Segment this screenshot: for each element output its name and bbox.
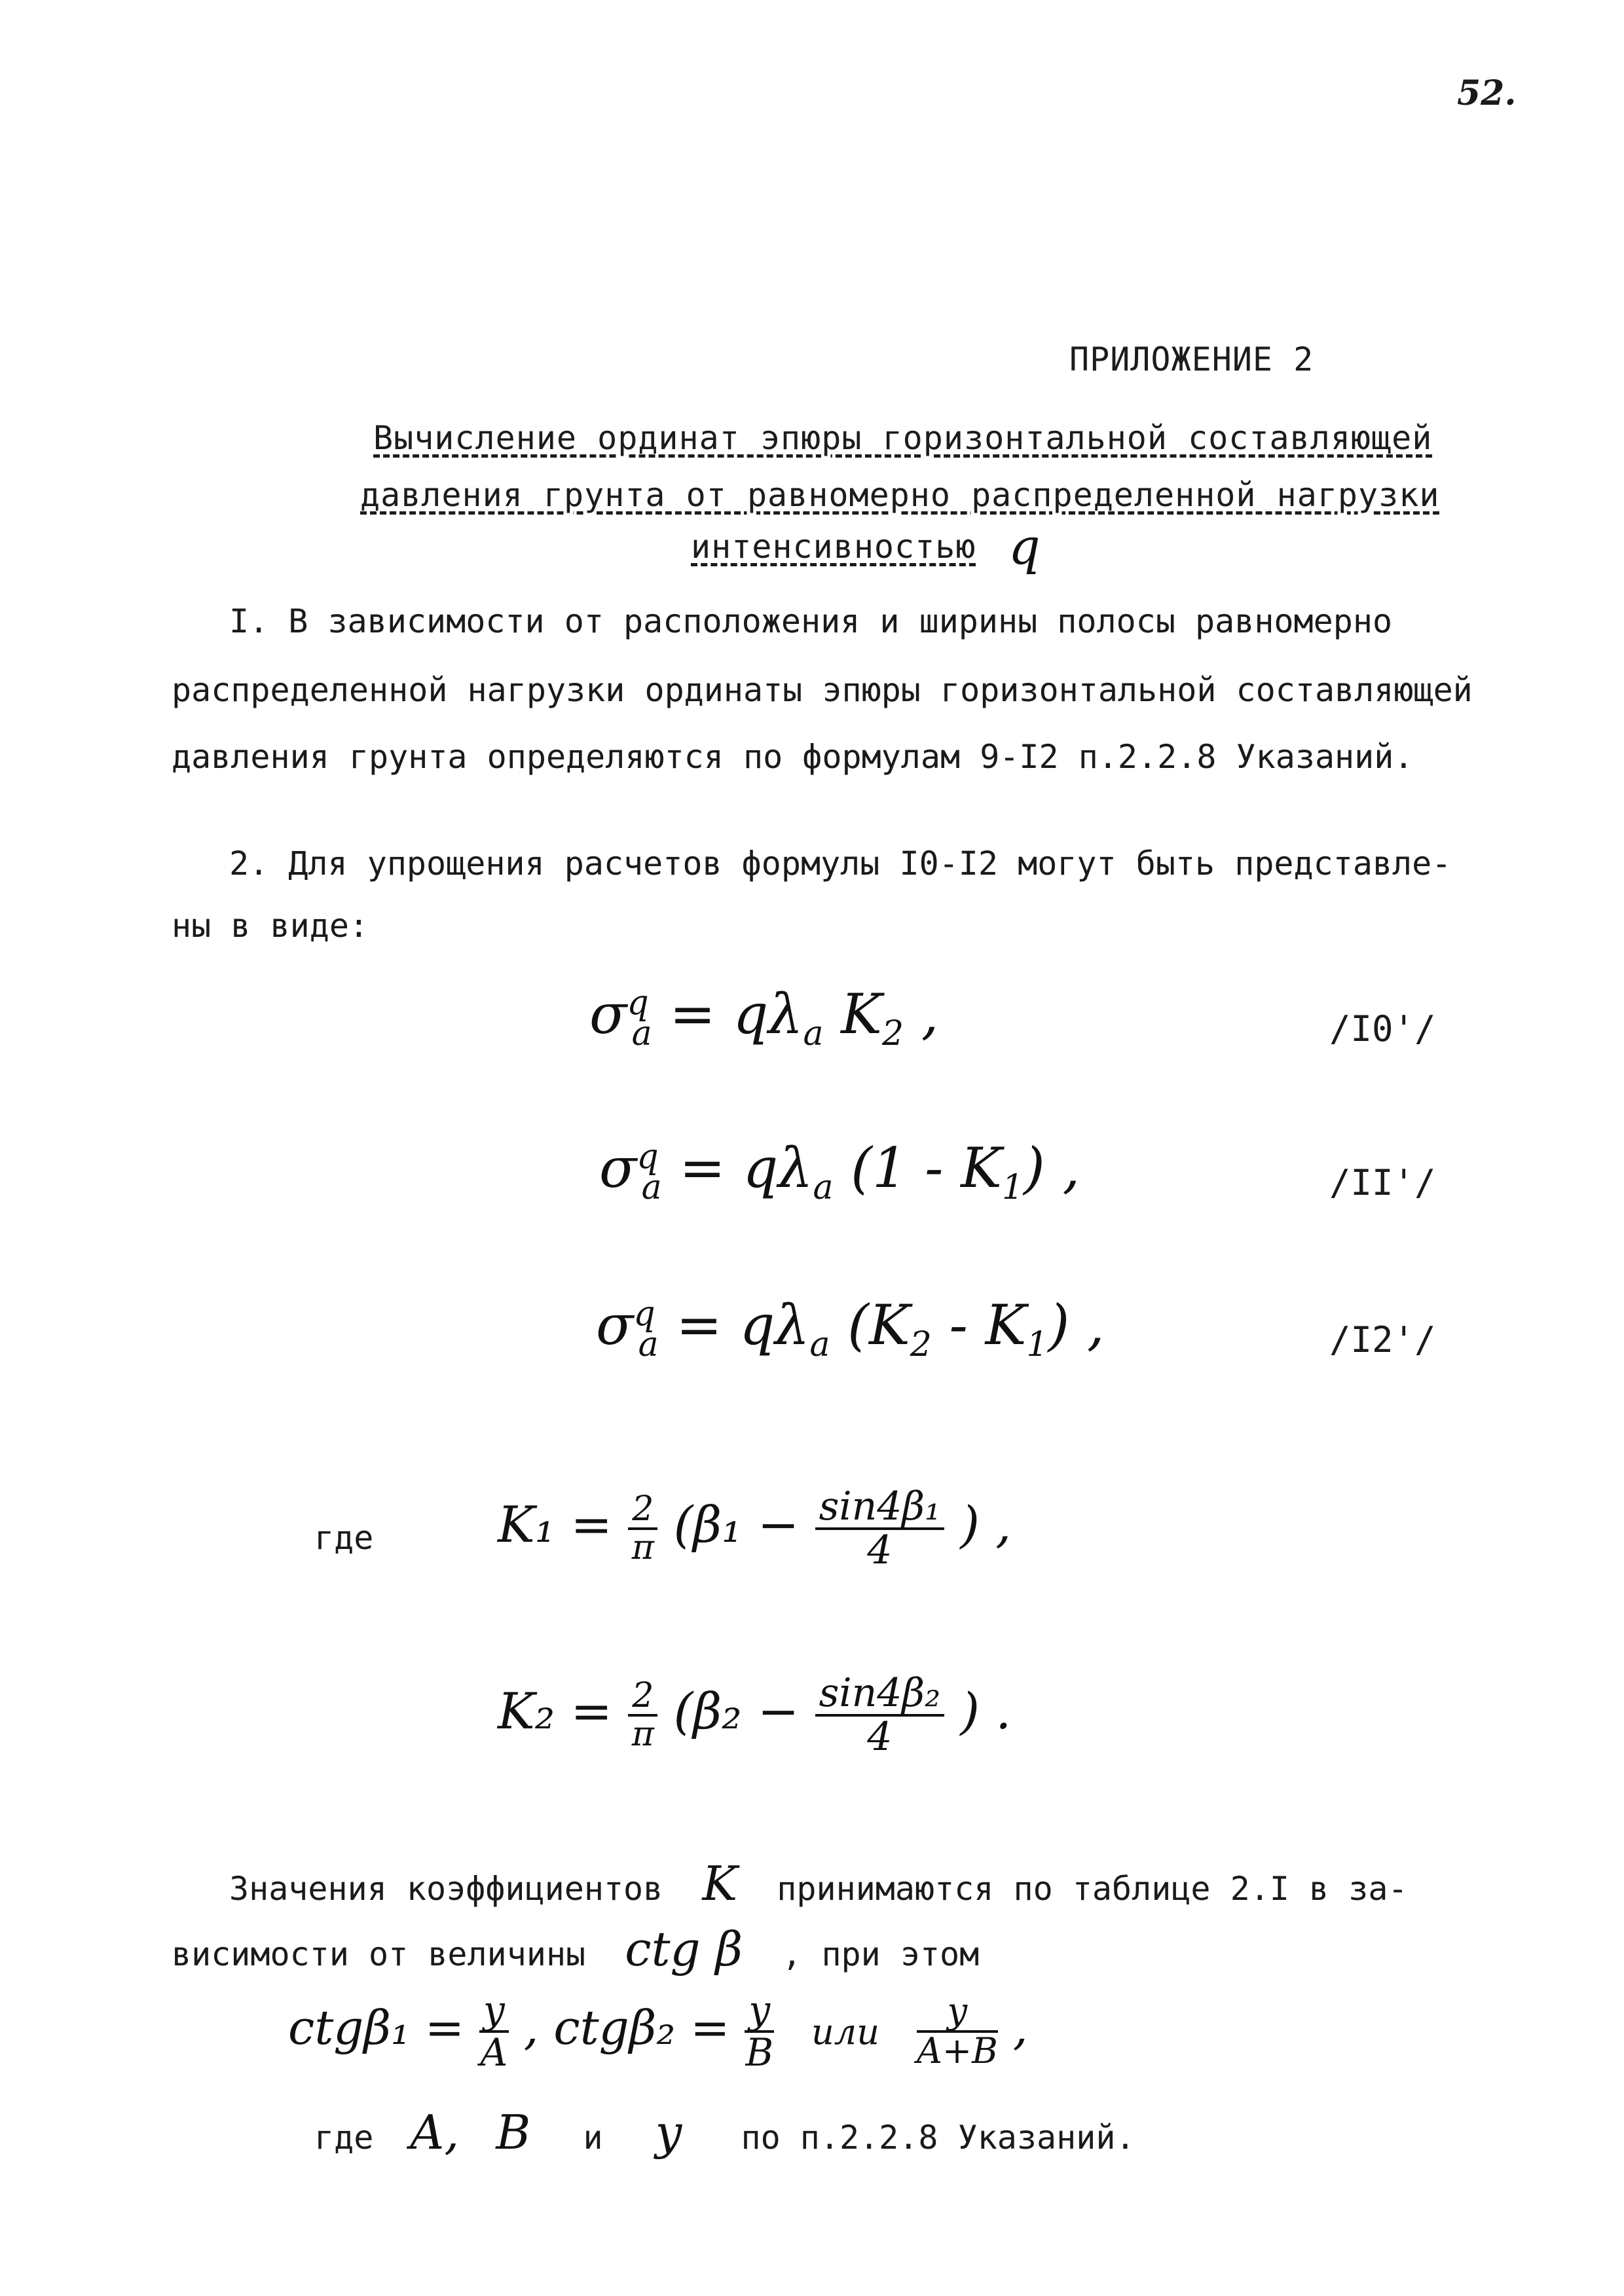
final-a-symbol: A, (410, 2105, 460, 2160)
ctg-beta2-den: B (745, 2030, 774, 2075)
appendix-title: ПРИЛОЖЕНИЕ 2 (1069, 340, 1314, 378)
k1-definition: K₁ = $\frac{2}{\pi}$ (β₁ − $\frac{\text{sin4β₁}}{4}$ ) , (498, 1484, 1012, 1573)
ctg-formulas: ctgβ₁ = $\frac{y}{A}$ , ctgβ₂ = $\frac{y}{B}$ или $\frac{y}{A+B}$ , (288, 1988, 1028, 2075)
k2-beta: β₂ (693, 1682, 742, 1740)
k2-trail: . (995, 1682, 1012, 1740)
coef-k-symbol: K (702, 1856, 738, 1911)
final-and: и (583, 2119, 603, 2157)
heading-line-3: интенсивностью (691, 528, 976, 566)
equation-label-10: /I0'/ (1329, 1008, 1436, 1049)
ctg-beta1-fraction (479, 1990, 509, 2073)
k1-coef-fraction: $\frac{2}{\pi}$ (628, 1491, 657, 1565)
k2-lhs: K₂ (498, 1682, 555, 1740)
equation-12-prime: $\sigma^q_a = q\lambda_a$ $(K_2 - K_1)$ , (596, 1293, 1105, 1364)
ctg-beta-symbol: ctg β (625, 1922, 743, 1977)
heading-line-1: Вычисление ординат эпюры горизонтальной составляющей (373, 419, 1433, 457)
k1-sin-denominator: 4 (867, 1527, 893, 1573)
equation-label-11: /II'/ (1329, 1162, 1436, 1203)
final-y-symbol: y (655, 2105, 682, 2160)
k1-sin-numerator: sin4β₁ (815, 1486, 945, 1530)
final-b-symbol: B (496, 2105, 531, 2160)
page-number: 52. (1457, 73, 1517, 113)
final-line (314, 2105, 1135, 2160)
coef-text-line2-part1: висимости от величины (172, 1935, 586, 1973)
ctg-beta2-lhs: ctgβ₂ = (553, 1999, 730, 2055)
paragraph-1-line-1: I. В зависимости от расположения и ширины полосы равномерно (229, 602, 1393, 640)
coef-text-line2-part2: , при этом (782, 1935, 980, 1973)
coef-text-line-1 (229, 1856, 1408, 1911)
coef-text-part2: принимаются по таблице 2.I в за- (777, 1870, 1408, 1908)
final-ref: по п.2.2.8 Указаний. (741, 2119, 1135, 2157)
k1-lhs: K₁ (498, 1495, 555, 1554)
equation-label-12: /I2'/ (1329, 1319, 1436, 1360)
ctg-third-fraction (916, 1990, 998, 2071)
k2-coef-fraction: $\frac{2}{\pi}$ (628, 1678, 657, 1752)
ctg-beta1-lhs: ctgβ₁ = (288, 1999, 465, 2055)
paragraph-2-line-1: 2. Для упрощения расчетов формулы I0-I2 могут быть представле- (229, 845, 1452, 883)
k1-sin-fraction (815, 1486, 945, 1571)
heading-q-symbol: q (1008, 517, 1041, 575)
where-label: где (314, 1519, 374, 1557)
ctg-beta1-num: y (479, 1990, 509, 2033)
k2-sin-numerator: sin4β₂ (815, 1673, 945, 1717)
k1-beta: β₁ (693, 1495, 742, 1554)
k2-sin-fraction (815, 1670, 945, 1760)
ctg-third-num: y (917, 1993, 998, 2033)
ctg-beta2-num: y (745, 1990, 774, 2033)
equation-10-prime: $\sigma^q_a = q\lambda_a$ $K_2$ , (589, 982, 939, 1053)
k2-definition: K₂ = $\frac{2}{\pi}$ (β₂ − $\frac{\text{sin4β₂}}{4}$ ) . (498, 1670, 1012, 1760)
paragraph-1-line-3: давления грунта определяются по формулам 9-I2 п.2.2.8 Указаний. (172, 738, 1414, 776)
final-where: где (314, 2119, 374, 2157)
heading-line-2: давления грунта от равномерно распределенной нагрузки (360, 476, 1440, 514)
ctg-beta1-den: A (480, 2030, 508, 2075)
ctg-beta2-fraction (745, 1990, 774, 2073)
paragraph-2-line-2: ны в виде: (172, 907, 369, 945)
k1-trail: , (995, 1495, 1012, 1554)
coef-text-part1: Значения коэффициентов (229, 1870, 663, 1908)
k2-sin-denominator: 4 (867, 1714, 893, 1760)
ctg-third-den: A+B (916, 2030, 998, 2071)
or-word: или (811, 2011, 879, 2052)
equation-11-prime: $\sigma^q_a = q\lambda_a$ $(1 - K_1)$ , (599, 1136, 1080, 1207)
coef-text-line-2 (172, 1922, 979, 1977)
paragraph-1-line-2: распределенной нагрузки ординаты эпюры горизонтальной составляющей (172, 671, 1473, 709)
